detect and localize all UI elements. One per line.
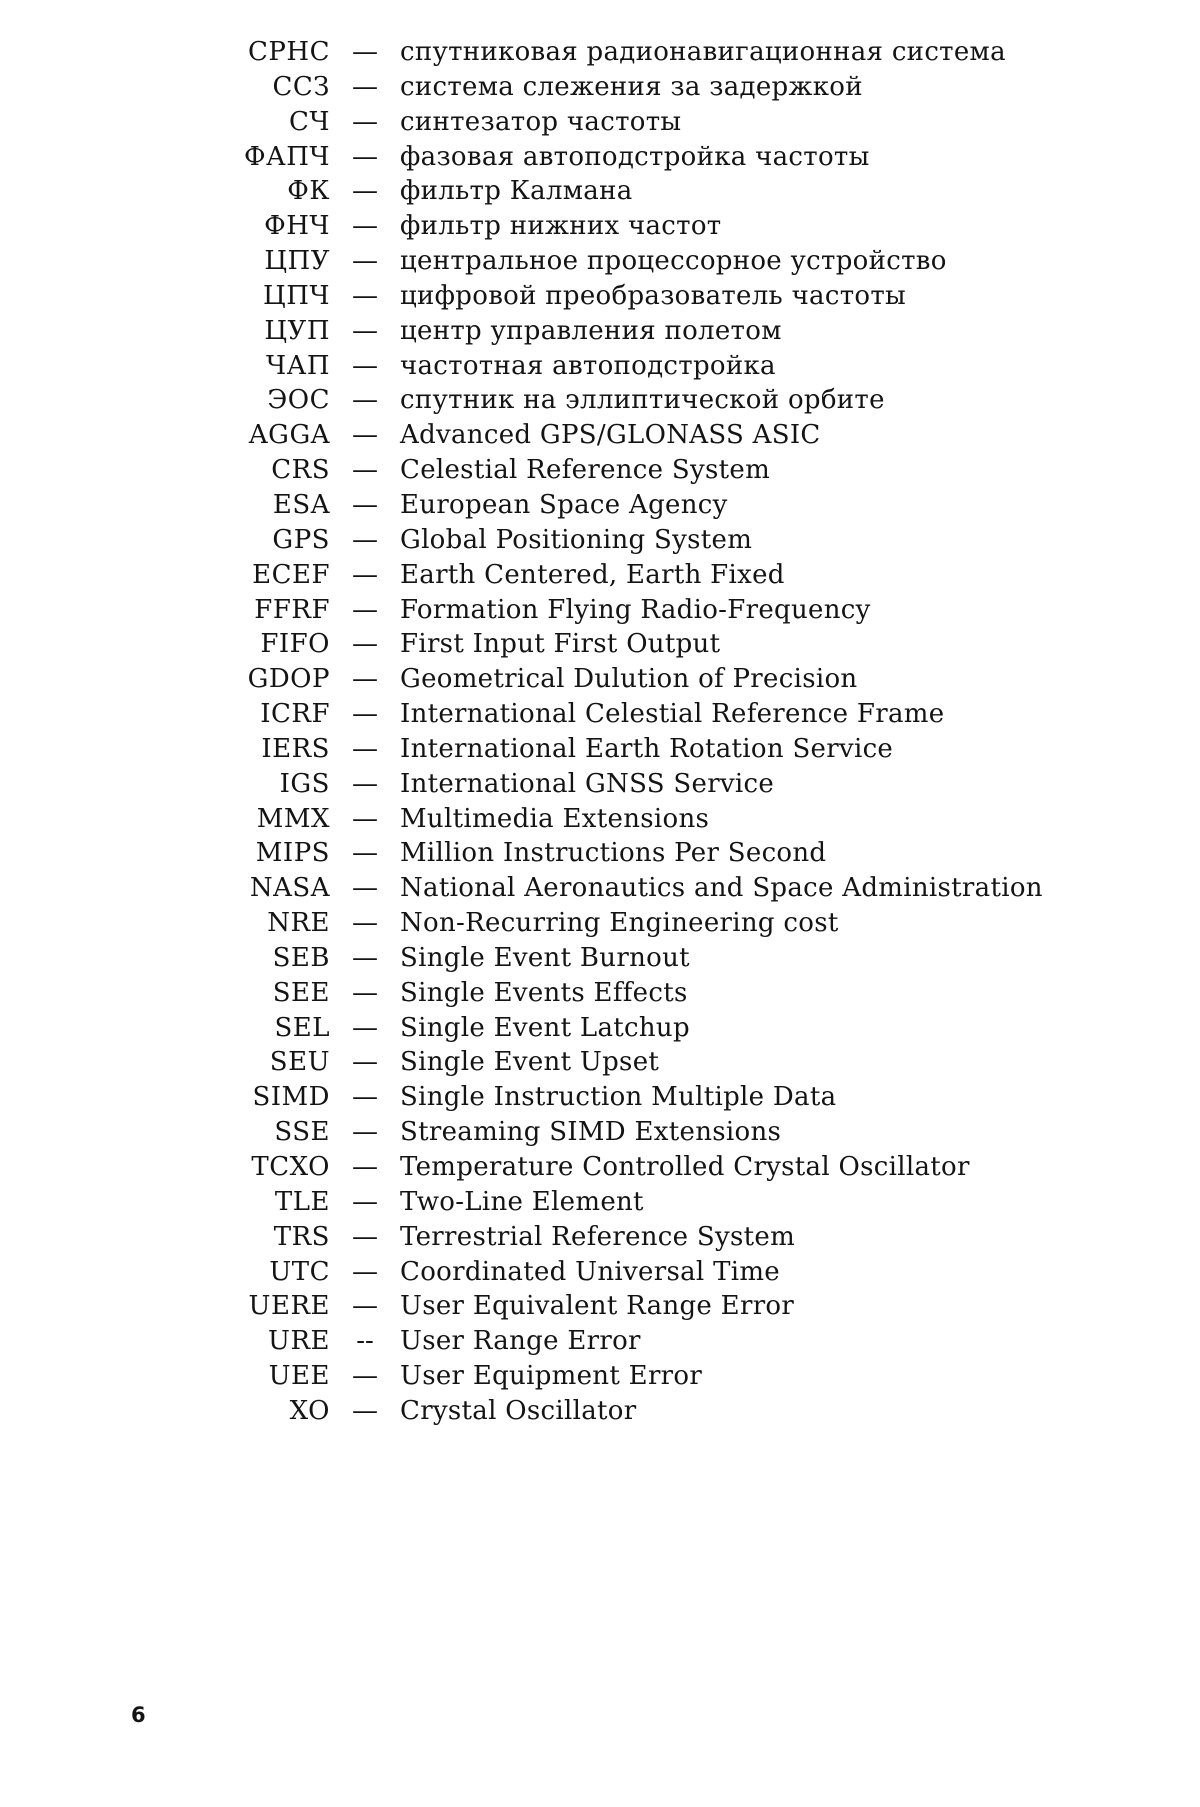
- abbreviation-term: TCXO: [200, 1152, 330, 1182]
- abbreviation-row: [200, 1013, 1100, 1048]
- abbreviation-definition: International GNSS Service: [400, 769, 1100, 799]
- abbreviation-dash: —: [330, 1082, 400, 1112]
- abbreviation-term: MMX: [200, 804, 330, 834]
- abbreviation-term: UEE: [200, 1361, 330, 1391]
- abbreviation-definition: International Celestial Reference Frame: [400, 699, 1100, 729]
- abbreviation-term: IGS: [200, 769, 330, 799]
- abbreviation-row: [200, 525, 1100, 560]
- abbreviation-row: [200, 1152, 1100, 1187]
- abbreviation-row: [200, 385, 1100, 420]
- abbreviation-dash: —: [330, 420, 400, 450]
- abbreviation-term: ESA: [200, 490, 330, 520]
- abbreviation-definition: Single Events Effects: [400, 978, 1100, 1008]
- abbreviation-term: NASA: [200, 873, 330, 903]
- abbreviation-row: [200, 142, 1100, 177]
- abbreviation-dash: —: [330, 142, 400, 172]
- abbreviation-dash: —: [330, 804, 400, 834]
- abbreviation-dash: —: [330, 107, 400, 137]
- abbreviation-dash: —: [330, 873, 400, 903]
- abbreviation-row: [200, 838, 1100, 873]
- abbreviation-definition: Crystal Oscillator: [400, 1396, 1100, 1426]
- abbreviation-dash: —: [330, 1047, 400, 1077]
- abbreviation-term: ЭОС: [200, 385, 330, 415]
- abbreviation-definition: Coordinated Universal Time: [400, 1257, 1100, 1287]
- abbreviation-dash: —: [330, 560, 400, 590]
- abbreviation-definition: синтезатор частоты: [400, 107, 1100, 137]
- abbreviation-definition: спутниковая радионавигационная система: [400, 37, 1100, 67]
- abbreviation-dash: —: [330, 316, 400, 346]
- abbreviation-dash: —: [330, 1117, 400, 1147]
- abbreviation-dash: —: [330, 769, 400, 799]
- abbreviation-term: ECEF: [200, 560, 330, 590]
- abbreviation-row: [200, 595, 1100, 630]
- abbreviation-dash: —: [330, 1291, 400, 1321]
- abbreviation-definition: центр управления полетом: [400, 316, 1100, 346]
- abbreviation-dash: —: [330, 176, 400, 206]
- abbreviation-term: IERS: [200, 734, 330, 764]
- abbreviation-dash: —: [330, 211, 400, 241]
- abbreviation-term: SEU: [200, 1047, 330, 1077]
- abbreviation-term: GPS: [200, 525, 330, 555]
- abbreviation-definition: First Input First Output: [400, 629, 1100, 659]
- abbreviation-dash: —: [330, 37, 400, 67]
- abbreviation-definition: Earth Centered, Earth Fixed: [400, 560, 1100, 590]
- abbreviation-dash: —: [330, 72, 400, 102]
- abbreviation-row: [200, 281, 1100, 316]
- abbreviation-row: [200, 1396, 1100, 1431]
- abbreviation-term: UTC: [200, 1257, 330, 1287]
- abbreviation-definition: Multimedia Extensions: [400, 804, 1100, 834]
- abbreviation-term: URE: [200, 1326, 330, 1356]
- abbreviation-term: ФК: [200, 176, 330, 206]
- abbreviation-row: [200, 908, 1100, 943]
- abbreviation-term: ФАПЧ: [200, 142, 330, 172]
- abbreviation-dash: —: [330, 246, 400, 276]
- page-number: 6: [131, 1703, 146, 1727]
- abbreviation-definition: User Equipment Error: [400, 1361, 1100, 1391]
- abbreviation-definition: Global Positioning System: [400, 525, 1100, 555]
- abbreviation-dash: —: [330, 1361, 400, 1391]
- abbreviation-dash: —: [330, 1257, 400, 1287]
- abbreviation-dash: —: [330, 351, 400, 381]
- abbreviation-row: [200, 316, 1100, 351]
- abbreviation-term: UERE: [200, 1291, 330, 1321]
- abbreviation-term: SEL: [200, 1013, 330, 1043]
- abbreviation-dash: —: [330, 664, 400, 694]
- abbreviation-row: [200, 804, 1100, 839]
- abbreviation-row: [200, 1082, 1100, 1117]
- abbreviation-term: AGGA: [200, 420, 330, 450]
- abbreviation-row: [200, 769, 1100, 804]
- abbreviation-term: TRS: [200, 1222, 330, 1252]
- document-page: [0, 0, 1200, 1807]
- abbreviation-row: [200, 37, 1100, 72]
- abbreviation-definition: Formation Flying Radio-Frequency: [400, 595, 1100, 625]
- abbreviation-list: [200, 37, 1100, 1431]
- abbreviation-dash: —: [330, 838, 400, 868]
- abbreviation-definition: User Range Error: [400, 1326, 1100, 1356]
- abbreviation-definition: спутник на эллиптической орбите: [400, 385, 1100, 415]
- abbreviation-definition: Two-Line Element: [400, 1187, 1100, 1217]
- abbreviation-definition: система слежения за задержкой: [400, 72, 1100, 102]
- abbreviation-dash: —: [330, 629, 400, 659]
- abbreviation-row: [200, 1047, 1100, 1082]
- abbreviation-definition: Temperature Controlled Crystal Oscillator: [400, 1152, 1100, 1182]
- abbreviation-dash: --: [330, 1326, 400, 1356]
- abbreviation-row: [200, 699, 1100, 734]
- abbreviation-row: [200, 455, 1100, 490]
- abbreviation-row: [200, 873, 1100, 908]
- abbreviation-definition: цифровой преобразователь частоты: [400, 281, 1100, 311]
- abbreviation-term: SEE: [200, 978, 330, 1008]
- abbreviation-definition: National Aeronautics and Space Administration: [400, 873, 1100, 903]
- abbreviation-definition: Single Instruction Multiple Data: [400, 1082, 1100, 1112]
- abbreviation-term: FFRF: [200, 595, 330, 625]
- abbreviation-definition: European Space Agency: [400, 490, 1100, 520]
- abbreviation-term: ЦПУ: [200, 246, 330, 276]
- abbreviation-definition: Advanced GPS/GLONASS ASIC: [400, 420, 1100, 450]
- abbreviation-row: [200, 1361, 1100, 1396]
- abbreviation-definition: Million Instructions Per Second: [400, 838, 1100, 868]
- abbreviation-term: NRE: [200, 908, 330, 938]
- abbreviation-dash: —: [330, 1396, 400, 1426]
- abbreviation-dash: —: [330, 943, 400, 973]
- abbreviation-term: СРНС: [200, 37, 330, 67]
- abbreviation-row: [200, 664, 1100, 699]
- abbreviation-term: TLE: [200, 1187, 330, 1217]
- abbreviation-dash: —: [330, 699, 400, 729]
- abbreviation-dash: —: [330, 525, 400, 555]
- abbreviation-definition: фильтр Калмана: [400, 176, 1100, 206]
- abbreviation-dash: —: [330, 908, 400, 938]
- abbreviation-definition: Single Event Upset: [400, 1047, 1100, 1077]
- abbreviation-term: SSE: [200, 1117, 330, 1147]
- abbreviation-definition: Geometrical Dulution of Precision: [400, 664, 1100, 694]
- abbreviation-definition: частотная автоподстройка: [400, 351, 1100, 381]
- abbreviation-dash: —: [330, 595, 400, 625]
- abbreviation-row: [200, 1187, 1100, 1222]
- abbreviation-row: [200, 246, 1100, 281]
- abbreviation-row: [200, 211, 1100, 246]
- abbreviation-dash: —: [330, 281, 400, 311]
- abbreviation-row: [200, 1257, 1100, 1292]
- abbreviation-definition: Single Event Latchup: [400, 1013, 1100, 1043]
- abbreviation-dash: —: [330, 490, 400, 520]
- abbreviation-dash: —: [330, 978, 400, 1008]
- abbreviation-row: [200, 1222, 1100, 1257]
- abbreviation-row: [200, 351, 1100, 386]
- abbreviation-dash: —: [330, 734, 400, 764]
- abbreviation-row: [200, 943, 1100, 978]
- abbreviation-term: ЧАП: [200, 351, 330, 381]
- abbreviation-term: FIFO: [200, 629, 330, 659]
- abbreviation-term: ICRF: [200, 699, 330, 729]
- abbreviation-row: [200, 978, 1100, 1013]
- abbreviation-term: ФНЧ: [200, 211, 330, 241]
- abbreviation-dash: —: [330, 455, 400, 485]
- abbreviation-row: [200, 629, 1100, 664]
- abbreviation-row: [200, 72, 1100, 107]
- abbreviation-row: [200, 1291, 1100, 1326]
- abbreviation-row: [200, 1117, 1100, 1152]
- abbreviation-term: ЦУП: [200, 316, 330, 346]
- abbreviation-term: ССЗ: [200, 72, 330, 102]
- abbreviation-definition: Streaming SIMD Extensions: [400, 1117, 1100, 1147]
- abbreviation-dash: —: [330, 1187, 400, 1217]
- abbreviation-term: GDOP: [200, 664, 330, 694]
- abbreviation-definition: User Equivalent Range Error: [400, 1291, 1100, 1321]
- abbreviation-row: [200, 176, 1100, 211]
- abbreviation-definition: фазовая автоподстройка частоты: [400, 142, 1100, 172]
- abbreviation-row: [200, 107, 1100, 142]
- abbreviation-dash: —: [330, 1013, 400, 1043]
- abbreviation-term: MIPS: [200, 838, 330, 868]
- abbreviation-definition: центральное процессорное устройство: [400, 246, 1100, 276]
- abbreviation-row: [200, 1326, 1100, 1361]
- abbreviation-row: [200, 490, 1100, 525]
- abbreviation-definition: International Earth Rotation Service: [400, 734, 1100, 764]
- abbreviation-dash: —: [330, 1152, 400, 1182]
- abbreviation-term: SIMD: [200, 1082, 330, 1112]
- abbreviation-term: CRS: [200, 455, 330, 485]
- abbreviation-term: ЦПЧ: [200, 281, 330, 311]
- abbreviation-term: СЧ: [200, 107, 330, 137]
- abbreviation-row: [200, 734, 1100, 769]
- abbreviation-dash: —: [330, 385, 400, 415]
- abbreviation-definition: Single Event Burnout: [400, 943, 1100, 973]
- abbreviation-term: XO: [200, 1396, 330, 1426]
- abbreviation-definition: Celestial Reference System: [400, 455, 1100, 485]
- abbreviation-definition: фильтр нижних частот: [400, 211, 1100, 241]
- abbreviation-definition: Terrestrial Reference System: [400, 1222, 1100, 1252]
- abbreviation-row: [200, 420, 1100, 455]
- abbreviation-dash: —: [330, 1222, 400, 1252]
- abbreviation-row: [200, 560, 1100, 595]
- abbreviation-definition: Non-Recurring Engineering cost: [400, 908, 1100, 938]
- abbreviation-term: SEB: [200, 943, 330, 973]
